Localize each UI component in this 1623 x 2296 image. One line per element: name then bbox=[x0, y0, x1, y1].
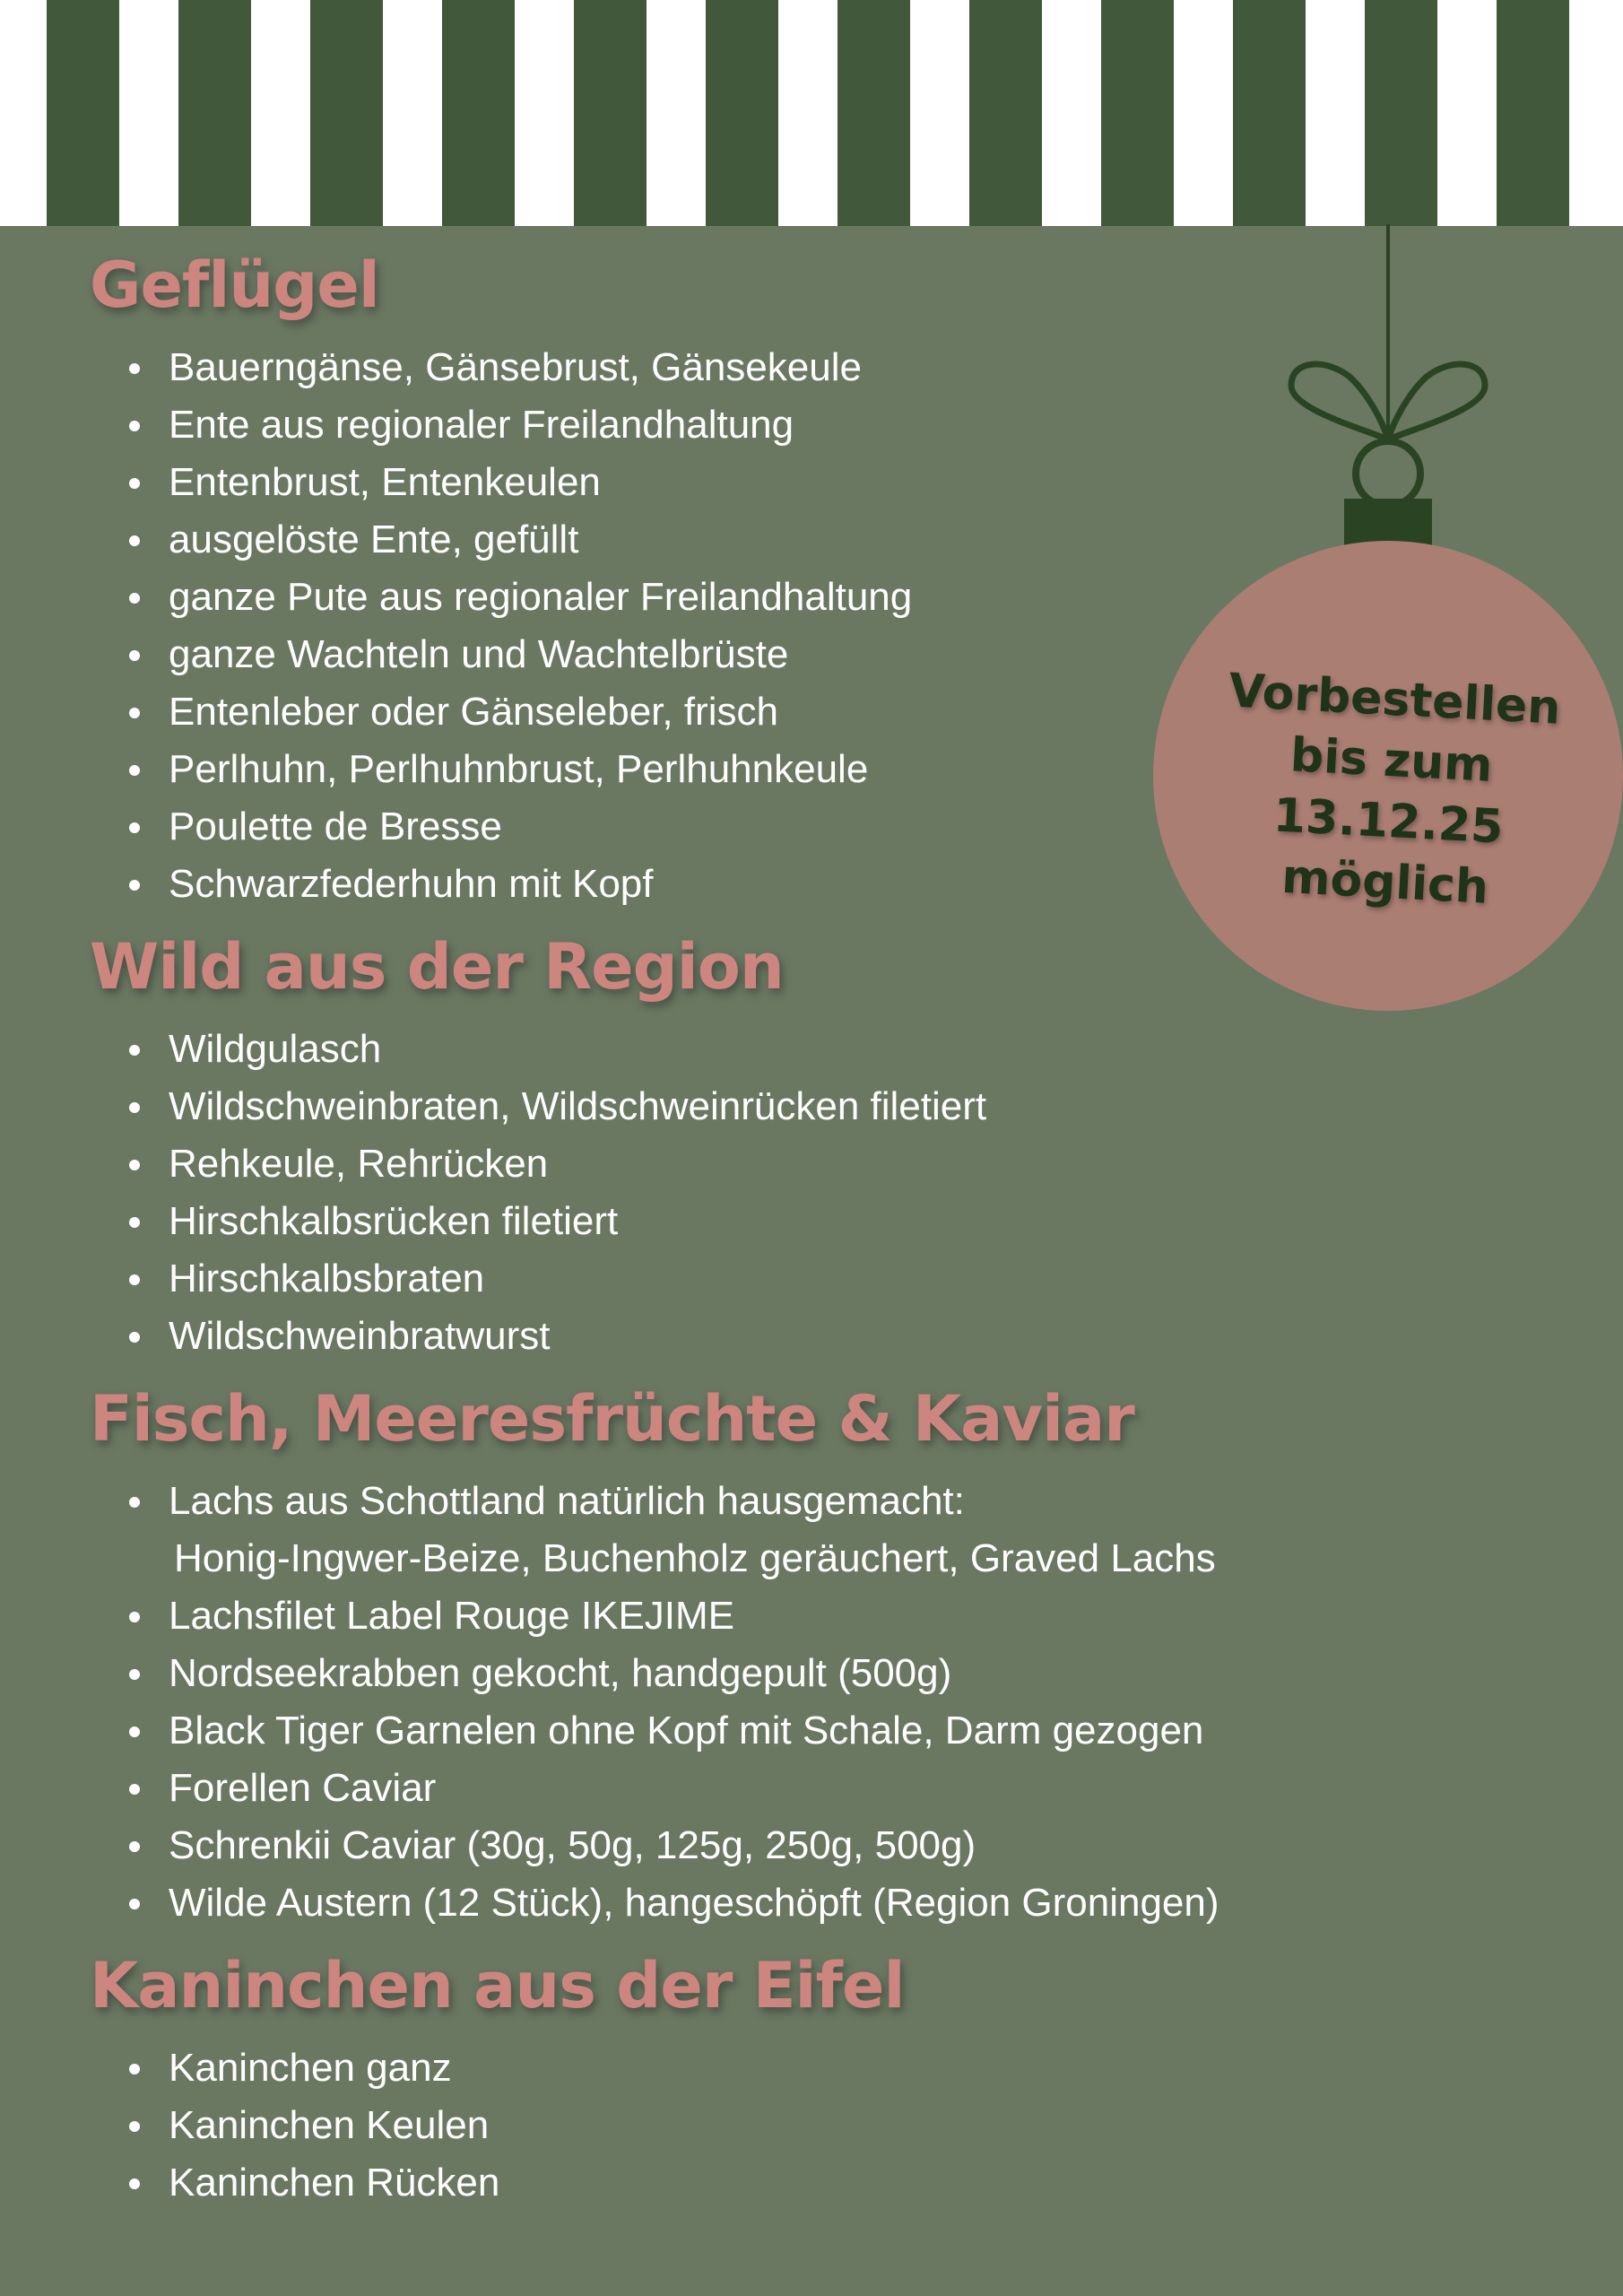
list-item: Entenleber oder Gänseleber, frisch bbox=[169, 683, 1524, 741]
list-item: Bauerngänse, Gänsebrust, Gänsekeule bbox=[169, 339, 1524, 396]
christmas-ornament bbox=[1148, 224, 1623, 1022]
section-title-wild: Wild aus der Region bbox=[90, 930, 784, 1004]
list-item: Wildgulasch bbox=[169, 1021, 1524, 1078]
list-item: Wildschweinbraten, Wildschweinrücken filetiert bbox=[169, 1078, 1524, 1135]
list-kaninchen bbox=[90, 2039, 1524, 2212]
list-item: Lachsfilet Label Rouge IKEJIME bbox=[169, 1587, 1524, 1645]
list-item: Kaninchen Keulen bbox=[169, 2097, 1524, 2154]
list-item: Kaninchen Rücken bbox=[169, 2154, 1524, 2212]
list-item: Nordseekrabben gekocht, handgepult (500g) bbox=[169, 1645, 1524, 1702]
ornament-line-3: 13.12.25 bbox=[1271, 788, 1505, 855]
lachs-line-1: Lachs aus Schottland natürlich hausgemacht: bbox=[169, 1479, 965, 1523]
list-item: ganze Wachteln und Wachtelbrüste bbox=[169, 626, 1524, 683]
ornament-line-4: möglich bbox=[1280, 849, 1490, 915]
list-item: Hirschkalbsbraten bbox=[169, 1250, 1524, 1308]
list-item: ausgelöste Ente, gefüllt bbox=[169, 511, 1524, 569]
list-item: ganze Pute aus regionaler Freilandhaltung bbox=[169, 569, 1524, 626]
list-item: Perlhuhn, Perlhuhnbrust, Perlhuhnkeule bbox=[169, 741, 1524, 798]
ornament-line-1: Vorbestellen bbox=[1227, 664, 1562, 735]
list-item: Schrenkii Caviar (30g, 50g, 125g, 250g, 500g) bbox=[169, 1817, 1524, 1874]
lachs-line-2: Honig-Ingwer-Beize, Buchenholz geräuchert, Graved Lachs bbox=[174, 1536, 1216, 1580]
section-title-gefluegel: Geflügel bbox=[90, 248, 379, 322]
striped-awning-header bbox=[0, 0, 1623, 226]
list-item: Rehkeule, Rehrücken bbox=[169, 1135, 1524, 1193]
list-item: Ente aus regionaler Freilandhaltung bbox=[169, 396, 1524, 454]
ornament-line-2: bis zum bbox=[1289, 728, 1494, 793]
list-item: Black Tiger Garnelen ohne Kopf mit Schale, Darm gezogen bbox=[169, 1702, 1524, 1760]
section-title-fisch: Fisch, Meeresfrüchte & Kaviar bbox=[90, 1382, 1134, 1456]
list-item: Wildschweinbratwurst bbox=[169, 1308, 1524, 1365]
list-item: Entenbrust, Entenkeulen bbox=[169, 454, 1524, 511]
list-item: Wilde Austern (12 Stück), hangeschöpft (Region Groningen) bbox=[169, 1874, 1524, 1932]
list-item: Forellen Caviar bbox=[169, 1760, 1524, 1817]
list-item: Schwarzfederhuhn mit Kopf bbox=[169, 856, 1524, 913]
list-item-lachs bbox=[169, 1473, 1524, 1587]
list-wild bbox=[90, 1021, 1524, 1365]
list-item: Hirschkalbsrücken filetiert bbox=[169, 1193, 1524, 1250]
section-title-kaninchen: Kaninchen aus der Eifel bbox=[90, 1949, 905, 2022]
list-item: Poulette de Bresse bbox=[169, 798, 1524, 856]
preorder-deadline-text bbox=[1150, 657, 1623, 926]
list-fisch bbox=[90, 1473, 1524, 1932]
list-item: Kaninchen ganz bbox=[169, 2039, 1524, 2097]
